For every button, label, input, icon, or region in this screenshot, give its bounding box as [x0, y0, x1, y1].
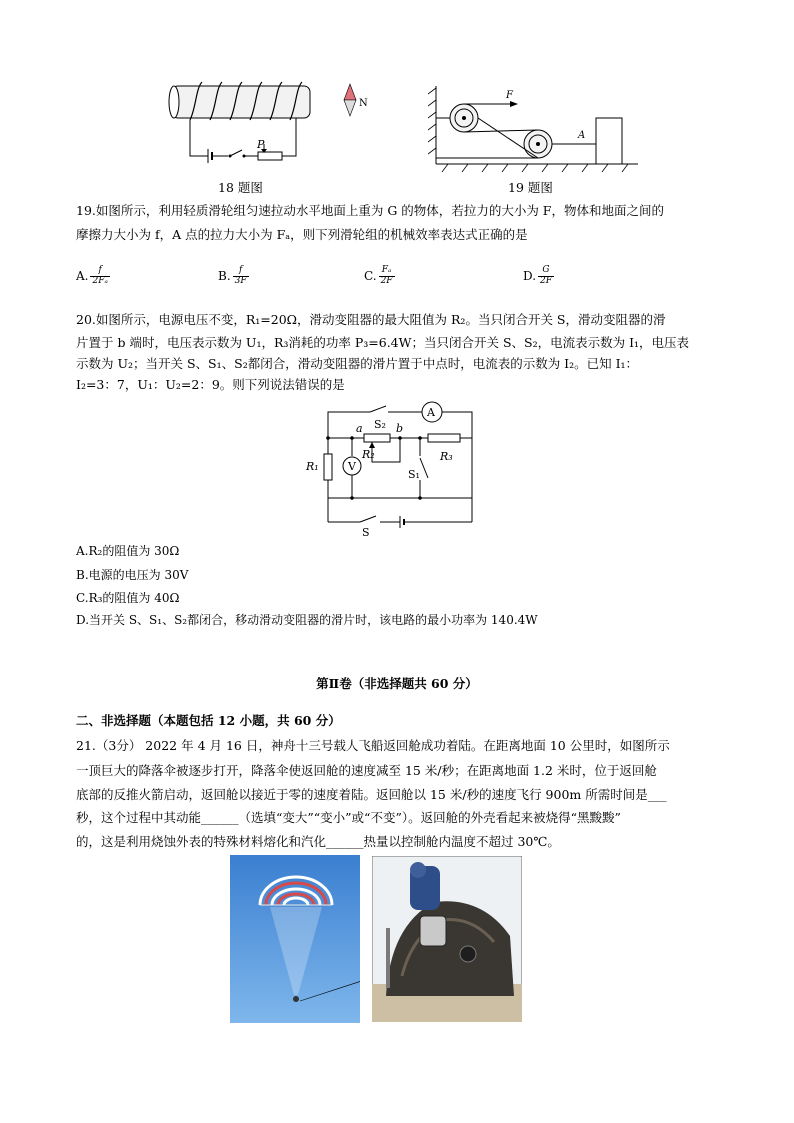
- label-s1: S₁: [408, 468, 420, 481]
- q20-option-a: A.R₂的阻值为 30Ω: [76, 544, 180, 558]
- label-r3: R₃: [440, 450, 453, 463]
- force-label: F: [506, 90, 513, 101]
- q19-text-line2: 摩擦力大小为 f，A 点的拉力大小为 Fₐ，则下列滑轮组的机械效率表达式正确的是: [76, 227, 528, 242]
- label-s: S: [362, 526, 370, 538]
- rheostat-label: P: [257, 138, 265, 151]
- q21-text-line1: 21.（3分） 2022 年 4 月 16 日，神舟十三号载人飞船返回舱成功着陆。在距离地面 10 公里时，如图所示: [76, 738, 670, 753]
- q20-option-c: C.R₃的阻值为 40Ω: [76, 591, 180, 605]
- circuit-diagram: [300, 398, 490, 538]
- compass-north-label: N: [359, 98, 368, 109]
- label-r1: R₁: [306, 460, 319, 473]
- q21-text-line5: 的，这是利用烧蚀外表的特殊材料熔化和汽化______热量以控制舱内温度不超过 30℃。: [76, 834, 560, 849]
- q20-option-d: D.当开关 S、S₁、S₂都闭合，移动滑动变阻器的滑片时，该电路的最小功率为 140.4W: [76, 613, 538, 627]
- section-heading: 二、非选择题（本题包括 12 小题，共 60 分）: [76, 713, 341, 728]
- label-b: b: [396, 422, 404, 435]
- q19-option-a: A. $\frac{f}{\text{2Fₐ}}$: [76, 265, 108, 286]
- section-title: 第Ⅱ卷（非选择题共 60 分）: [316, 676, 478, 691]
- q19-text-line1: 19.如图所示，利用轻质滑轮组匀速拉动水平地面上重为 G 的物体，若拉力的大小为 F，物体和地面之间的: [76, 203, 664, 218]
- label-a: a: [356, 422, 363, 435]
- point-a-label: A: [578, 130, 586, 141]
- q20-text-line3: 示数为 U₂；当开关 S、S₁、S₂都闭合，滑动变阻器的滑片置于中点时，电流表的示数为 I₂。已知 I₁：: [76, 356, 639, 371]
- figure-19-pulley: [428, 86, 638, 176]
- label-s2: S₂: [374, 418, 386, 431]
- q19-option-d: D. $\frac{G}{2F}$: [523, 265, 552, 286]
- parachute-photo: [230, 855, 360, 1023]
- figure-19-caption: 19 题图: [508, 180, 553, 195]
- figure-18-solenoid: [160, 78, 380, 178]
- q21-text-line3: 底部的反推火箭启动，返回舱以接近于零的速度着陆。返回舱以 15 米/秒的速度飞行 900m 所需时间是___: [76, 787, 667, 802]
- q19-option-b: B. $\frac{f}{3F}$: [218, 265, 247, 286]
- voltmeter-label: V: [348, 460, 356, 473]
- ammeter-label: A: [427, 406, 435, 419]
- figure-18-caption: 18 题图: [218, 180, 263, 195]
- q20-option-b: B.电源的电压为 30V: [76, 568, 189, 582]
- q20-text-line2: 片置于 b 端时，电压表示数为 U₁，R₃消耗的功率 P₃=6.4W；当只闭合开关 S、S₂，电流表示数为 I₁，电压表: [76, 335, 690, 350]
- q21-text-line2: 一顶巨大的降落伞被逐步打开，降落伞使返回舱的速度减至 15 米/秒；在距离地面 1.2 米时，位于返回舱: [76, 763, 657, 778]
- q20-text-line1: 20.如图所示，电源电压不变，R₁=20Ω，滑动变阻器的最大阻值为 R₂。当只闭合开关 S，滑动变阻器的滑: [76, 312, 666, 327]
- label-r2: R₂: [362, 448, 375, 461]
- q19-option-c: C. $\frac{\text{Fₐ}}{2F}$: [364, 265, 393, 286]
- capsule-photo: [372, 856, 522, 1022]
- q20-text-line4: I₂=3：7，U₁：U₂=2：9。则下列说法错误的是: [76, 377, 345, 392]
- q21-text-line4: 秒，这个过程中其动能______（选填“变大”“变小”或“不变”）。返回舱的外壳看起来被烧得“黑黢黢”: [76, 810, 621, 825]
